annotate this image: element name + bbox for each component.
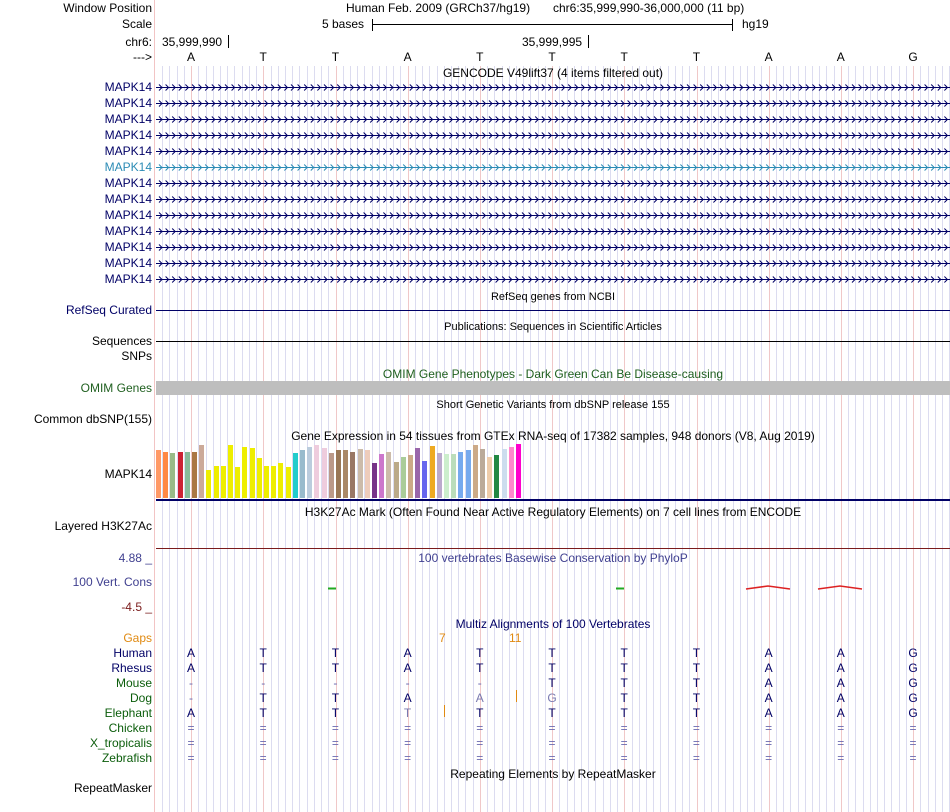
gtex-tissue-bar[interactable] <box>156 450 161 498</box>
aligned-base: = <box>620 736 628 750</box>
species-alignment-row <box>156 721 950 735</box>
omim-label[interactable]: OMIM Genes <box>80 381 152 395</box>
aligned-base: A <box>836 646 845 660</box>
aligned-base: = <box>331 721 339 735</box>
aligned-base: = <box>476 736 484 750</box>
aligned-base: A <box>186 661 195 675</box>
species-label[interactable]: Human <box>113 646 152 660</box>
gencode-item-line[interactable] <box>156 80 950 94</box>
aligned-base: T <box>476 706 484 720</box>
scale-bar <box>372 17 733 31</box>
aligned-base: G <box>908 646 918 660</box>
rmsk-track-title[interactable]: Repeating Elements by RepeatMasker <box>450 767 656 781</box>
gtex-tissue-bar[interactable] <box>509 447 514 498</box>
aligned-base: T <box>692 661 701 675</box>
assembly-title: Human Feb. 2009 (GRCh37/hg19) <box>346 1 531 15</box>
gtex-tissue-bar[interactable] <box>473 445 478 498</box>
refseq-line <box>156 310 950 311</box>
window-position-label: Window Position <box>63 1 152 15</box>
species-alignment-row <box>156 691 950 705</box>
gtex-tissue-bar[interactable] <box>163 452 168 498</box>
gtex-tissue-bar[interactable] <box>372 463 377 498</box>
scale-db: hg19 <box>742 17 769 31</box>
gtex-tissue-bar[interactable] <box>257 458 262 498</box>
aligned-base: T <box>259 706 267 720</box>
aligned-base: T <box>331 646 340 660</box>
chrom-label: chr6: <box>125 35 152 49</box>
aligned-base: = <box>837 736 845 750</box>
base-letter: A <box>764 50 773 64</box>
gtex-tissue-bar[interactable] <box>228 445 233 498</box>
aligned-base: - <box>477 676 482 690</box>
gencode-item-label[interactable]: MAPK14 <box>104 128 152 142</box>
gencode-item-line[interactable] <box>156 240 950 254</box>
pubs-track-title[interactable]: Publications: Sequences in Scientific Articles <box>444 321 662 333</box>
aligned-base: = <box>692 751 700 765</box>
aligned-base: A <box>836 706 845 720</box>
gtex-baseline <box>156 499 950 501</box>
gtex-tissue-bar[interactable] <box>365 450 370 498</box>
cons-max-label: 4.88 _ <box>118 551 152 565</box>
gtex-tissue-bar[interactable] <box>343 450 348 498</box>
base-letter: T <box>692 50 701 64</box>
aligned-base: T <box>259 691 267 705</box>
aligned-base: = <box>692 721 700 735</box>
aligned-base: = <box>404 736 412 750</box>
aligned-base: T <box>403 706 412 720</box>
aligned-base: = <box>331 736 339 750</box>
aligned-base: A <box>764 646 773 660</box>
aligned-base: = <box>620 751 628 765</box>
species-alignment-row <box>156 661 950 675</box>
base-letter: A <box>186 50 195 64</box>
gencode-item-line[interactable] <box>156 272 950 286</box>
aligned-base: T <box>548 676 556 690</box>
gencode-item-label[interactable]: MAPK14 <box>104 272 152 286</box>
gaps-label: Gaps <box>123 631 152 645</box>
gtex-tissue-bar[interactable] <box>264 466 269 498</box>
sequences-label[interactable]: Sequences <box>91 334 152 348</box>
dbsnp-label[interactable]: Common dbSNP(155) <box>33 412 152 426</box>
aligned-base: T <box>331 706 340 720</box>
aligned-base: = <box>837 751 845 765</box>
gtex-bar-chart[interactable] <box>156 444 536 498</box>
aligned-base: T <box>259 646 267 660</box>
cons-label[interactable]: 100 Vert. Cons <box>72 575 152 589</box>
base-letter: T <box>620 50 628 64</box>
gencode-item-label[interactable]: MAPK14 <box>104 80 152 94</box>
gtex-tissue-bar[interactable] <box>178 452 183 498</box>
gtex-tissue-bar[interactable] <box>221 466 226 498</box>
label-divider <box>154 0 155 812</box>
aligned-base: = <box>692 736 700 750</box>
scale-label: Scale <box>121 17 152 31</box>
gencode-item-line[interactable] <box>156 160 950 174</box>
gtex-tissue-bar[interactable] <box>350 452 355 498</box>
gtex-tissue-bar[interactable] <box>206 470 211 498</box>
species-alignment-row <box>156 751 950 765</box>
coord-mid: 35,999,995 <box>522 35 583 49</box>
aligned-base: G <box>908 661 918 675</box>
aligned-base: = <box>404 721 412 735</box>
aligned-base: T <box>692 646 701 660</box>
gtex-tissue-bar[interactable] <box>235 467 240 498</box>
aligned-base: = <box>404 751 412 765</box>
gtex-tissue-bar[interactable] <box>458 452 463 498</box>
species-label[interactable]: X_tropicalis <box>89 736 152 750</box>
aligned-base: T <box>620 646 628 660</box>
refseq-track-title[interactable]: RefSeq genes from NCBI <box>490 291 616 303</box>
gtex-tissue-bar[interactable] <box>314 445 319 498</box>
gencode-item-line[interactable] <box>156 208 950 222</box>
aligned-base: T <box>692 676 701 690</box>
gtex-tissue-bar[interactable] <box>451 454 456 498</box>
aligned-base: = <box>476 751 484 765</box>
species-alignment-row <box>156 736 950 750</box>
aligned-base: = <box>765 721 773 735</box>
gencode-item-line[interactable] <box>156 256 950 270</box>
gencode-item-label[interactable]: MAPK14 <box>104 112 152 126</box>
aligned-base: = <box>548 751 556 765</box>
aligned-base: - <box>189 676 193 690</box>
sequences-line <box>156 341 950 342</box>
gencode-item-label[interactable]: MAPK14 <box>104 144 152 158</box>
aligned-base: T <box>548 706 556 720</box>
aligned-base: A <box>186 706 195 720</box>
gtex-tissue-bar[interactable] <box>358 449 363 498</box>
gencode-item-label[interactable]: MAPK14 <box>104 208 152 222</box>
species-label[interactable]: Dog <box>129 691 152 705</box>
aligned-base: T <box>331 691 340 705</box>
cons-track-title[interactable]: 100 vertebrates Basewise Conservation by PhyloP <box>418 551 688 565</box>
aligned-base: A <box>764 676 773 690</box>
gtex-tissue-bar[interactable] <box>242 447 247 498</box>
aligned-base: T <box>476 646 484 660</box>
gencode-item-line[interactable] <box>156 192 950 206</box>
coord-left-tick <box>228 35 229 48</box>
aligned-base: T <box>620 676 628 690</box>
gencode-item-line[interactable] <box>156 128 950 142</box>
aligned-base: = <box>620 721 628 735</box>
gtex-tissue-bar[interactable] <box>278 463 283 498</box>
coord-mid-tick <box>588 35 589 48</box>
snps-label[interactable]: SNPs <box>121 349 152 363</box>
gencode-item-label[interactable]: MAPK14 <box>104 160 152 174</box>
aligned-base: A <box>764 706 773 720</box>
gtex-tissue-bar[interactable] <box>322 448 327 498</box>
base-letter: T <box>259 50 267 64</box>
species-label[interactable]: Zebrafish <box>101 751 152 765</box>
gencode-item-label[interactable]: MAPK14 <box>104 224 152 238</box>
gtex-tissue-bar[interactable] <box>487 457 492 498</box>
aligned-base: A <box>836 676 845 690</box>
gtex-tissue-bar[interactable] <box>336 450 341 498</box>
aligned-base: A <box>764 661 773 675</box>
aligned-base: T <box>259 661 267 675</box>
aligned-base: G <box>908 691 918 705</box>
omim-track-title[interactable]: OMIM Gene Phenotypes - Dark Green Can Be Disease-causing <box>382 367 724 381</box>
track-image[interactable] <box>156 0 950 812</box>
gencode-item-line[interactable] <box>156 176 950 190</box>
aligned-base: - <box>333 676 338 690</box>
gtex-tissue-bar[interactable] <box>480 449 485 498</box>
aligned-base: = <box>837 721 845 735</box>
gencode-item-line[interactable] <box>156 112 950 126</box>
gencode-item-label[interactable]: MAPK14 <box>104 176 152 190</box>
base-letter: T <box>331 50 340 64</box>
gtex-tissue-bar[interactable] <box>386 452 391 498</box>
base-letter: T <box>548 50 556 64</box>
aligned-base: G <box>547 691 557 705</box>
gtex-tissue-bar[interactable] <box>516 444 521 498</box>
gtex-tissue-bar[interactable] <box>466 450 471 498</box>
position-title: chr6:35,999,990-36,000,000 (11 bp) <box>553 1 745 15</box>
species-label[interactable]: Elephant <box>104 706 152 720</box>
aligned-base: T <box>692 691 701 705</box>
dbsnp-track-title[interactable]: Short Genetic Variants from dbSNP release 155 <box>436 399 670 411</box>
gtex-tissue-bar[interactable] <box>379 454 384 498</box>
gtex-tissue-bar[interactable] <box>199 445 204 498</box>
aligned-base: A <box>403 661 412 675</box>
aligned-base: T <box>476 661 484 675</box>
omim-bar[interactable] <box>156 381 950 395</box>
base-letter: A <box>403 50 412 64</box>
aligned-base: A <box>186 646 195 660</box>
h3k27ac-label[interactable]: Layered H3K27Ac <box>54 519 152 533</box>
gtex-tissue-bar[interactable] <box>430 446 435 498</box>
gtex-track-title[interactable]: Gene Expression in 54 tissues from GTEx RNA-seq of 17382 samples, 948 donors (V8, Aug 2019) <box>291 429 815 443</box>
gtex-tissue-bar[interactable] <box>286 467 291 498</box>
aligned-base: T <box>692 706 701 720</box>
gtex-tissue-bar[interactable] <box>271 466 276 498</box>
gencode-item-line[interactable] <box>156 224 950 238</box>
species-alignment-row <box>156 706 950 720</box>
aligned-base: T <box>548 661 556 675</box>
gtex-tissue-bar[interactable] <box>293 453 298 498</box>
aligned-base: A <box>475 691 484 705</box>
gencode-item-label[interactable]: MAPK14 <box>104 96 152 110</box>
aligned-base: = <box>187 751 195 765</box>
aligned-base: A <box>403 691 412 705</box>
species-label[interactable]: Rhesus <box>111 661 152 675</box>
base-sequence-row <box>156 50 950 64</box>
aligned-base: = <box>548 736 556 750</box>
repeatmasker-label[interactable]: RepeatMasker <box>73 781 152 795</box>
species-alignment-row <box>156 676 950 690</box>
gtex-tissue-bar[interactable] <box>415 448 420 498</box>
gtex-tissue-bar[interactable] <box>444 454 449 498</box>
aligned-base: T <box>620 691 628 705</box>
gtex-tissue-bar[interactable] <box>329 453 334 498</box>
aligned-base: = <box>765 736 773 750</box>
aligned-base: = <box>331 751 339 765</box>
aligned-base: A <box>403 646 412 660</box>
aligned-base: = <box>259 751 267 765</box>
gtex-tissue-bar[interactable] <box>214 466 219 498</box>
gtex-tissue-bar[interactable] <box>250 448 255 498</box>
aligned-base: = <box>548 721 556 735</box>
gencode-item-label[interactable]: MAPK14 <box>104 240 152 254</box>
gtex-tissue-bar[interactable] <box>401 457 406 498</box>
coord-left: 35,999,990 <box>162 35 223 49</box>
gtex-tissue-bar[interactable] <box>192 452 197 498</box>
aligned-base: = <box>909 721 917 735</box>
gencode-item-line[interactable] <box>156 96 950 110</box>
aligned-base: - <box>261 676 266 690</box>
base-letter: T <box>476 50 484 64</box>
gencode-item-label[interactable]: MAPK14 <box>104 192 152 206</box>
aligned-base: = <box>259 721 267 735</box>
gtex-tissue-bar[interactable] <box>422 461 427 498</box>
gtex-tissue-bar[interactable] <box>502 449 507 498</box>
aligned-base: = <box>187 721 195 735</box>
aligned-base: A <box>836 661 845 675</box>
gap-count-1: 7 <box>439 631 446 645</box>
gtex-tissue-bar[interactable] <box>185 452 190 498</box>
strand-label: ---> <box>133 50 152 64</box>
gencode-item-label[interactable]: MAPK14 <box>104 256 152 270</box>
aligned-base: = <box>909 751 917 765</box>
h3k27ac-track-title[interactable]: H3K27Ac Mark (Often Found Near Active Regulatory Elements) on 7 cell lines from ENCODE <box>304 505 802 519</box>
scale-text: 5 bases <box>322 17 365 31</box>
species-label[interactable]: Mouse <box>115 676 152 690</box>
gtex-tissue-bar[interactable] <box>394 462 399 498</box>
aligned-base: - <box>405 676 410 690</box>
aligned-base: = <box>476 721 484 735</box>
multiz-track-title[interactable]: Multiz Alignments of 100 Vertebrates <box>455 617 651 631</box>
aligned-base: G <box>908 676 918 690</box>
gtex-tissue-bar[interactable] <box>494 455 499 498</box>
aligned-base: = <box>259 736 267 750</box>
gtex-gene-label[interactable]: MAPK14 <box>104 467 152 481</box>
gtex-tissue-bar[interactable] <box>437 453 442 498</box>
aligned-base: A <box>836 691 845 705</box>
gap-count-2: 11 <box>509 631 522 645</box>
species-alignment-row <box>156 646 950 660</box>
gtex-tissue-bar[interactable] <box>170 453 175 498</box>
aligned-base: T <box>548 646 556 660</box>
aligned-base: = <box>765 751 773 765</box>
gencode-track-title[interactable]: GENCODE V49lift37 (4 items filtered out) <box>442 66 664 80</box>
aligned-base: = <box>187 736 195 750</box>
base-letter: G <box>908 50 918 64</box>
aligned-base: T <box>620 661 628 675</box>
gtex-tissue-bar[interactable] <box>300 450 305 498</box>
track-labels <box>0 0 154 812</box>
aligned-base: T <box>331 661 340 675</box>
cons-signal <box>156 580 950 594</box>
refseq-label[interactable]: RefSeq Curated <box>65 303 152 317</box>
cons-min-label: -4.5 _ <box>121 600 152 614</box>
gtex-tissue-bar[interactable] <box>408 455 413 498</box>
aligned-base: - <box>189 691 193 705</box>
h3k27ac-line <box>156 548 950 549</box>
aligned-base: T <box>620 706 628 720</box>
gtex-tissue-bar[interactable] <box>307 447 312 498</box>
base-letter: A <box>836 50 845 64</box>
species-label[interactable]: Chicken <box>108 721 152 735</box>
aligned-base: = <box>909 736 917 750</box>
gencode-item-line[interactable] <box>156 144 950 158</box>
aligned-base: A <box>764 691 773 705</box>
aligned-base: G <box>908 706 918 720</box>
